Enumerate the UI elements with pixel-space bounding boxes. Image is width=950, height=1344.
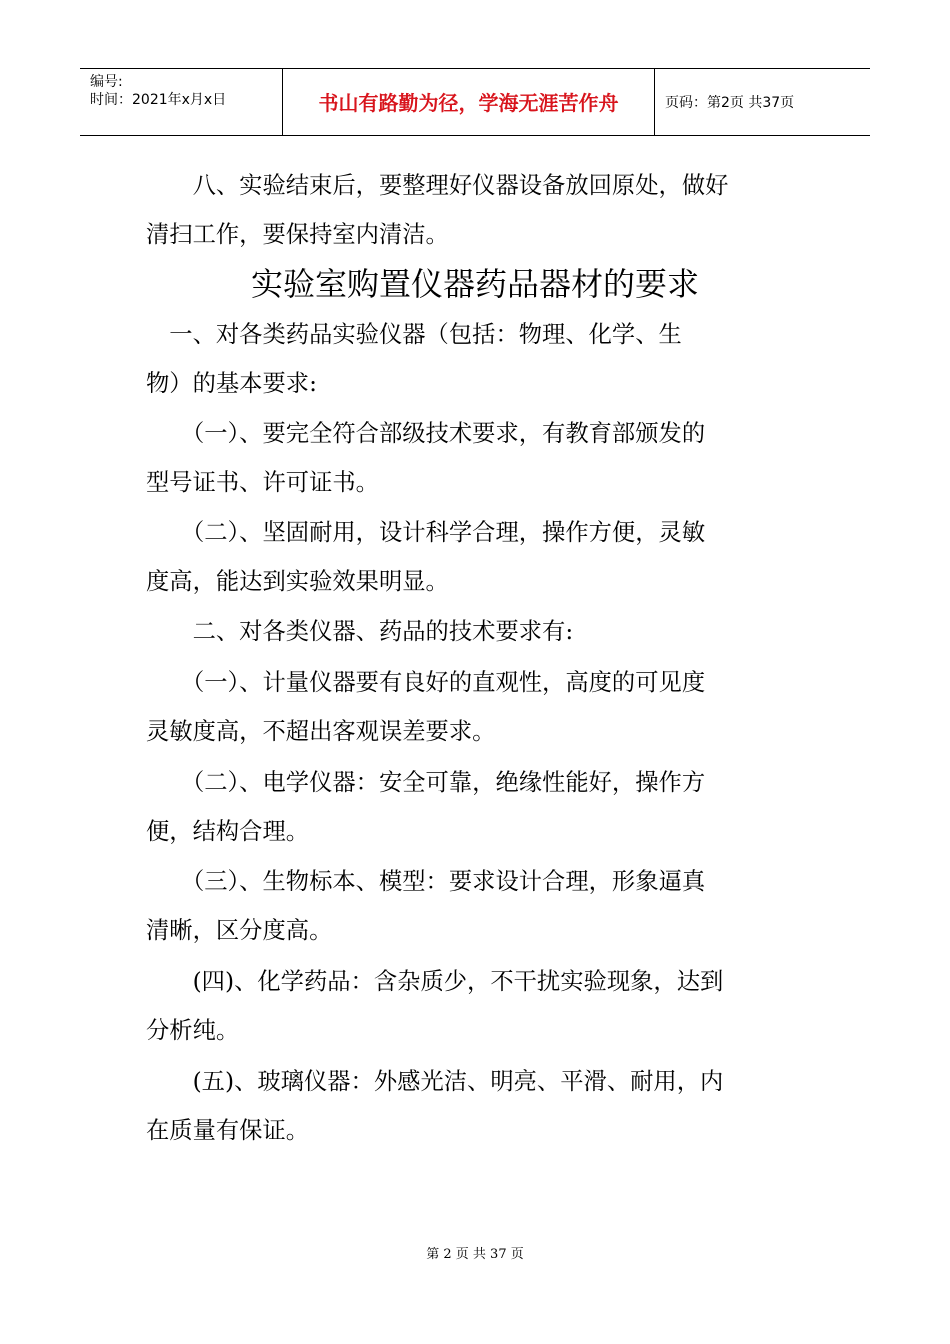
paragraph-line: (五)、玻璃仪器：外感光洁、明亮、平滑、耐用，内 xyxy=(146,1068,724,1095)
header-motto: 书山有路勤为径，学海无涯苦作舟 xyxy=(318,91,619,115)
paragraph-line: （二）、电学仪器：安全可靠，绝缘性能好，操作方 xyxy=(146,769,706,796)
header-info-cell xyxy=(80,69,283,135)
intro-line-1: 八、实验结束后，要整理好仪器设备放回原处，做好 xyxy=(146,172,729,199)
header-number-label: 编号: xyxy=(90,74,123,90)
page-header xyxy=(80,68,870,136)
paragraph-line: (四)、化学药品：含杂质少，不干扰实验现象，达到 xyxy=(146,968,724,995)
header-motto-cell xyxy=(283,69,655,135)
paragraph-line: （一）、要完全符合部级技术要求，有教育部颁发的 xyxy=(146,420,706,447)
paragraph-line: 分析纯。 xyxy=(146,1017,240,1044)
paragraph-line: 度高，能达到实验效果明显。 xyxy=(146,568,449,595)
paragraph-line: 一、对各类药品实验仪器（包括：物理、化学、生 xyxy=(146,321,682,348)
paragraph-line: （二）、坚固耐用，设计科学合理，操作方便，灵敏 xyxy=(146,519,706,546)
intro-line-2: 清扫工作，要保持室内清洁。 xyxy=(146,221,449,248)
header-time-label: 时间：2021年x月x日 xyxy=(90,92,227,108)
paragraph-line: 型号证书、许可证书。 xyxy=(146,469,379,496)
section-title: 实验室购置仪器药品器材的要求 xyxy=(250,265,699,303)
paragraph-line: 二、对各类仪器、药品的技术要求有: xyxy=(146,618,574,645)
page-footer: 第 2 页 共 37 页 xyxy=(426,1247,524,1262)
paragraph-line: 灵敏度高，不超出客观误差要求。 xyxy=(146,718,496,745)
paragraph-line: （一）、计量仪器要有良好的直观性，高度的可见度 xyxy=(146,669,706,696)
header-page-label: 页码：第2页 共37页 xyxy=(665,95,795,111)
paragraph-line: 便，结构合理。 xyxy=(146,818,310,845)
paragraph-line: 在质量有保证。 xyxy=(146,1117,310,1144)
paragraph-line: 物）的基本要求: xyxy=(146,370,317,397)
paragraph-line: （三）、生物标本、模型：要求设计合理，形象逼真 xyxy=(146,868,706,895)
paragraph-line: 清晰，区分度高。 xyxy=(146,917,333,944)
header-page-cell xyxy=(655,69,870,135)
